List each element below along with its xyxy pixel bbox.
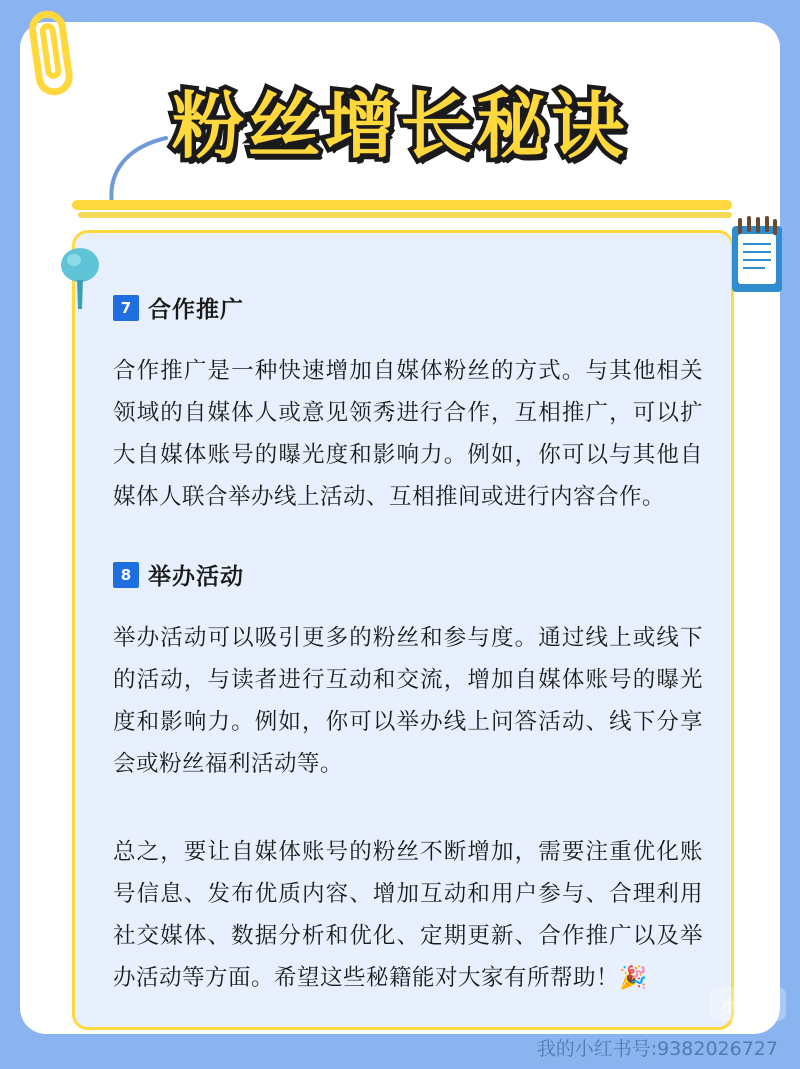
- content-panel: [72, 230, 734, 1030]
- section-number-badge: 7: [113, 295, 139, 321]
- notebook-icon: [722, 212, 790, 304]
- section-number-badge: 8: [113, 562, 139, 588]
- section-title: 举办活动: [148, 564, 244, 590]
- summary-paragraph: [113, 831, 703, 999]
- pushpin-icon: [53, 245, 107, 311]
- paperclip-icon: [16, 4, 86, 103]
- title-underline-shadow: [78, 212, 732, 218]
- section-heading-7: [113, 291, 703, 324]
- summary-text: 总之，要让自媒体账号的粉丝不断增加，需要注重优化账号信息、发布优质内容、增加互动和用户参与、合理利用社交媒体、数据分析和优化、定期更新、合作推广以及举办活动等方面。希望这些秘籍能对大家有所帮助！: [113, 839, 703, 991]
- title-connector-line: [104, 134, 174, 208]
- title-underline-bar: [72, 200, 732, 210]
- section-title: 合作推广: [148, 297, 244, 323]
- section-heading-8: [113, 558, 703, 591]
- main-card: [20, 22, 780, 1034]
- watermark-logo: 小红书: [710, 987, 786, 1021]
- section-body-7: 合作推广是一种快速增加自媒体粉丝的方式。与其他相关领域的自媒体人或意见领秀进行合作，互相推广，可以扩大自媒体账号的曝光度和影响力。例如，你可以与其他自媒体人联合举办线上活动、互相推间或进行内容合作。: [113, 358, 703, 510]
- panel-content: [113, 291, 703, 999]
- page-title: 粉丝增长秘诀: [171, 84, 628, 168]
- section-body-8: 举办活动可以吸引更多的粉丝和参与度。通过线上或线下的活动，与读者进行互动和交流，增加自媒体账号的曝光度和影响力。例如，你可以举办线上问答活动、线下分享会或粉丝福利活动等。: [113, 625, 703, 777]
- party-popper-icon: 🎉: [619, 965, 648, 991]
- account-id-text: 我的小红书号:9382026727: [536, 1038, 778, 1060]
